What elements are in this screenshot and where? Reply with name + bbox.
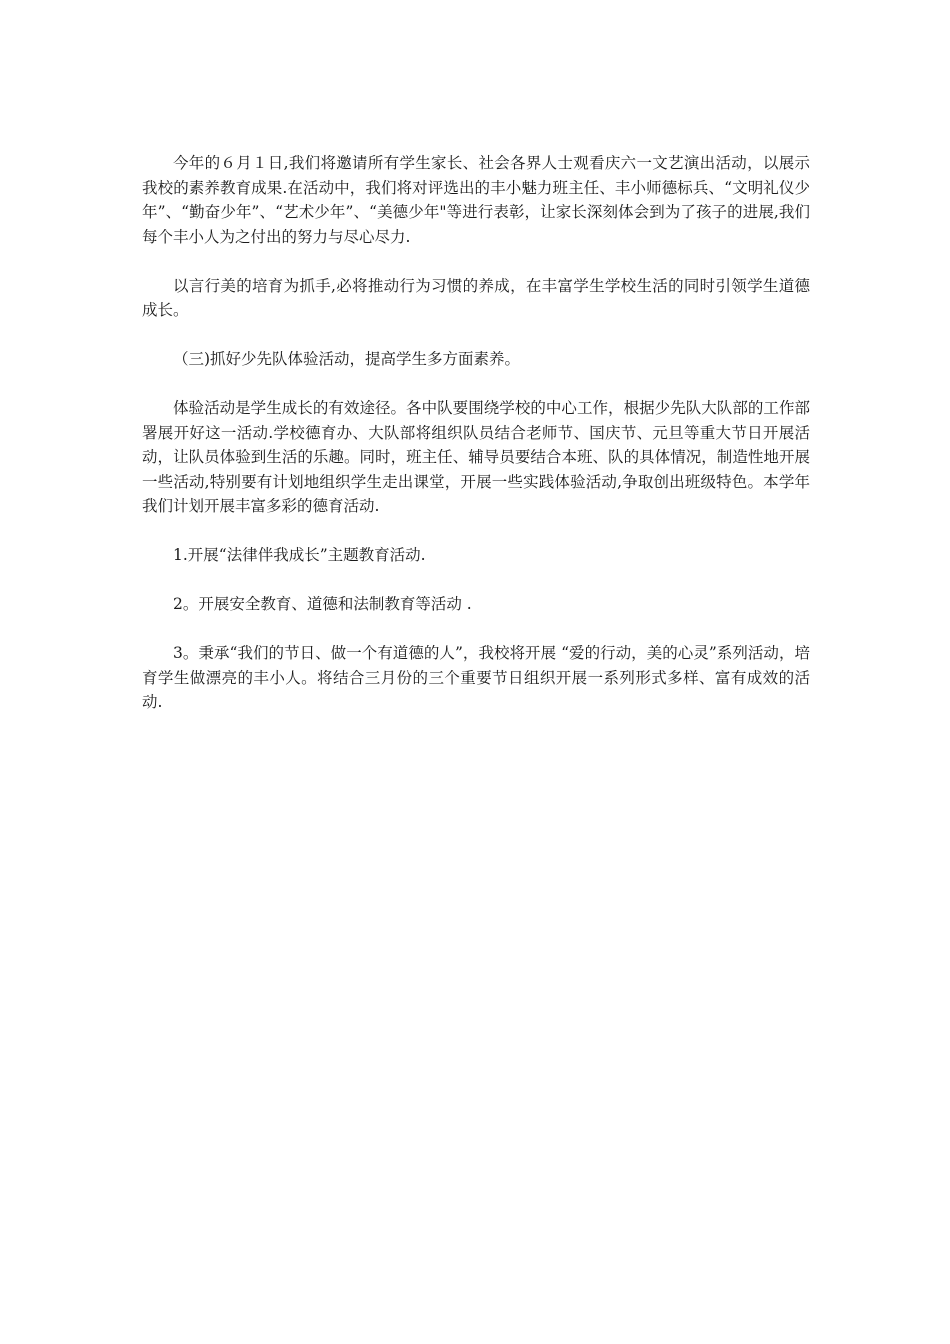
list-item-2: 2。开展安全教育、道德和法制教育等活动 .	[173, 595, 472, 613]
section-heading-three: （三)抓好少先队体验活动，提高学生多方面素养。	[173, 350, 521, 368]
paragraph-gap	[142, 519, 810, 544]
paragraph-gap	[142, 568, 810, 593]
paragraph-gap	[142, 617, 810, 642]
list-item-3: 3。秉承“我们的节日、做一个有道德的人”，我校将开展 “爱的行动，美的心灵”系列活动，培育学生做漂亮的丰小人。将结合三月份的三个重要节日组织开展一系列形式多样、富有成效的活动.	[142, 644, 810, 711]
paragraph-behavior: 以言行美的培育为抓手,必将推动行为习惯的养成，在丰富学生学校生活的同时引领学生道德成长。	[142, 276, 810, 319]
paragraph-gap	[142, 372, 810, 397]
paragraph-gap	[142, 249, 810, 274]
paragraph-experience: 体验活动是学生成长的有效途径。各中队要围绕学校的中心工作，根据少先队大队部的工作部署展开好这一活动.学校德育办、大队部将组织队员结合老师节、国庆节、元旦等重大节日开展活动，让队员体验到生活的乐趣。同时，班主任、辅导员要结合本班、队的具体情况，制造性地开展一些活动,特别要有计划地组织学生走出课堂，开展一些实践体验活动,争取创出班级特色。本学年我们计划开展丰富多彩的德育活动.	[142, 399, 810, 515]
paragraph-gap	[142, 323, 810, 348]
list-item-1: 1.开展“法律伴我成长”主题教育活动.	[173, 546, 426, 564]
document-body	[142, 151, 810, 715]
paragraph-performance: 今年的６月１日,我们将邀请所有学生家长、社会各界人士观看庆六一文艺演出活动，以展示我校的素养教育成果.在活动中，我们将对评选出的丰小魅力班主任、丰小师德标兵、“文明礼仪少年”、“勤奋少年”、“艺术少年”、“美德少年"等进行表彰，让家长深刻体会到为了孩子的进展,我们每个丰小人为之付出的努力与尽心尽力.	[142, 154, 810, 246]
